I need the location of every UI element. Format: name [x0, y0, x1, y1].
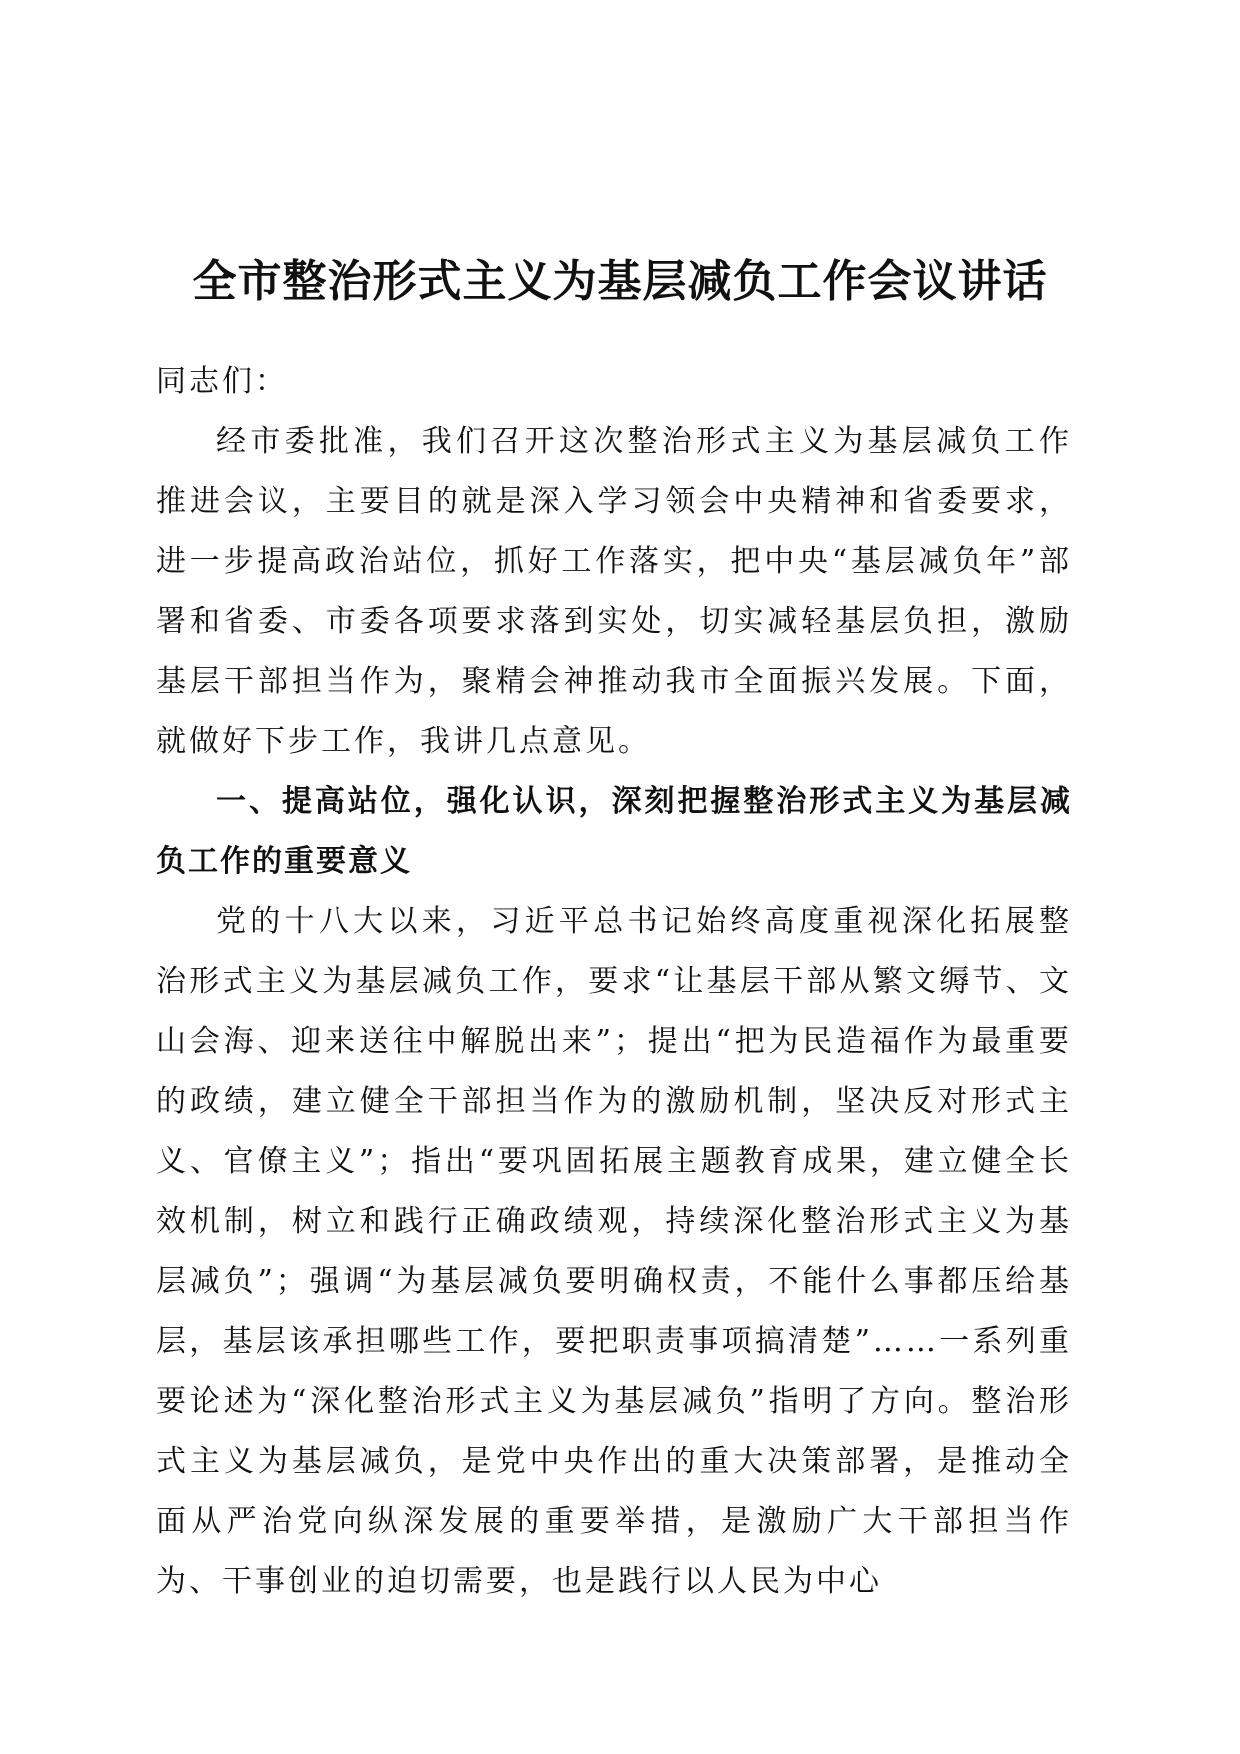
document-body [156, 352, 1072, 1612]
section-paragraph: 党的十八大以来，习近平总书记始终高度重视深化拓展整治形式主义为基层减负工作，要求“让基层干部从繁文缛节、文山会海、迎来送往中解脱出来”；提出“把为民造福作为最重要的政绩，建立健全干部担当作为的激励机制，坚决反对形式主义、官僚主义”；指出“要巩固拓展主题教育成果，建立健全长效机制，树立和践行正确政绩观，持续深化整治形式主义为基层减负”；强调“为基层减负要明确权责，不能什么事都压给基层，基层该承担哪些工作，要把职责事项搞清楚”……一系列重要论述为“深化整治形式主义为基层减负”指明了方向。整治形式主义为基层减负，是党中央作出的重大决策部署，是推动全面从严治党向纵深发展的重要举措，是激励广大干部担当作为、干事创业的迫切需要，也是践行以人民为中心 [156, 904, 1072, 1599]
document-title: 全市整治形式主义为基层减负工作会议讲话 [192, 256, 1048, 307]
salutation: 同志们： [156, 364, 288, 399]
section-heading: 一、提高站位，强化认识，深刻把握整治形式主义为基层减负工作的重要意义 [156, 784, 1072, 879]
intro-paragraph: 经市委批准，我们召开这次整治形式主义为基层减负工作推进会议，主要目的就是深入学习领会中央精神和省委要求，进一步提高政治站位，抓好工作落实，把中央“基层减负年”部署和省委、市委各项要求落到实处，切实减轻基层负担，激励基层干部担当作为，聚精会神推动我市全面振兴发展。下面，就做好下步工作，我讲几点意见。 [156, 424, 1072, 759]
